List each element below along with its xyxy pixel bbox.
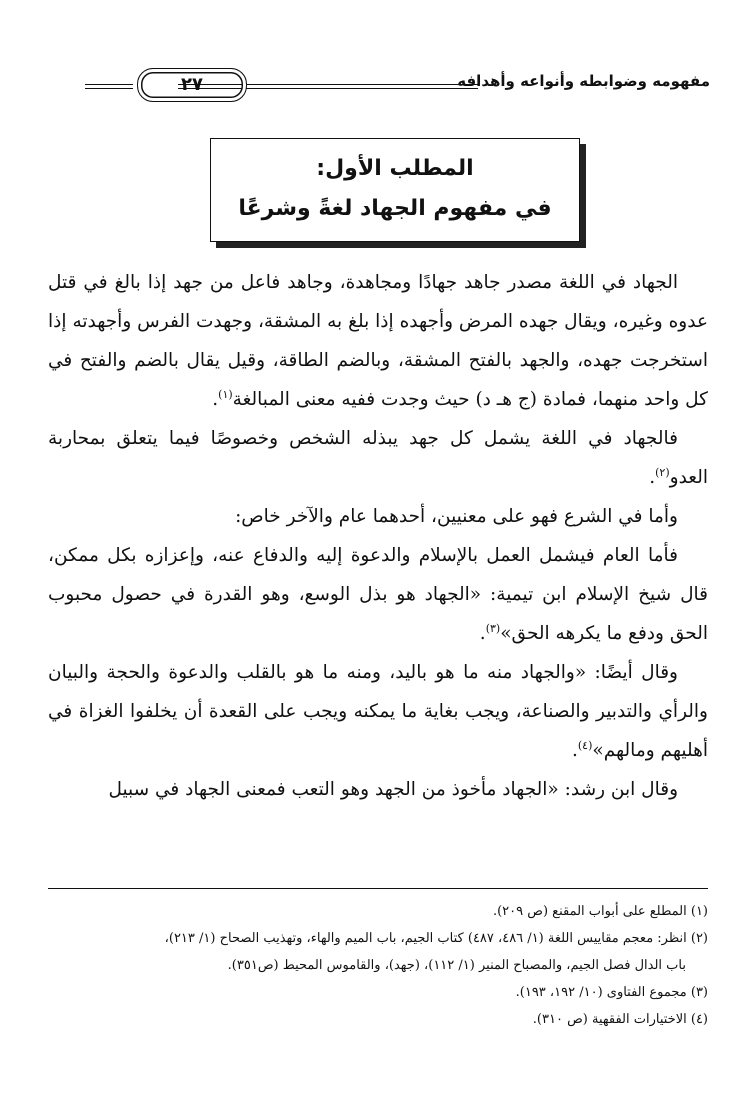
footnote-ref-4: (٤) [577, 738, 593, 752]
footnotes [48, 898, 708, 1033]
paragraph-2-text: فالجهاد في اللغة يشمل كل جهد يبذله الشخص وخصوصًا فيما يتعلق بمحاربة العدو [48, 428, 708, 488]
paragraph-6-text: وقال ابن رشد: «الجهاد مأخوذ من الجهد وهو التعب فمعنى الجهاد في سبيل [108, 779, 678, 800]
paragraph-1-end: . [212, 389, 219, 410]
paragraph-3 [48, 497, 708, 536]
footnote-separator [48, 888, 708, 889]
paragraph-4 [48, 536, 708, 653]
section-title-line2: في مفهوم الجهاد لغةً وشرعًا [238, 196, 552, 221]
footnote-ref-3: (٣) [485, 621, 501, 635]
section-title-line1: المطلب الأول: [316, 156, 474, 181]
page-number-badge: ٢٧ [137, 68, 247, 102]
paragraph-5-end: . [571, 740, 578, 761]
body-text [48, 263, 708, 809]
paragraph-2-end: . [649, 467, 656, 488]
paragraph-4-text: فأما العام فيشمل العمل بالإسلام والدعوة إليه والدفاع عنه، وإعزازه بكل ممكن، قال شيخ الإسلام ابن تيمية: «الجهاد هو بذل الوسع، وهو القدرة في حصول محبوب الحق ودفع ما يكرهه الحق» [48, 545, 708, 644]
running-title: مفهومه وضوابطه وأنواعه وأهدافه [457, 72, 710, 90]
section-title-box [210, 138, 580, 242]
footnote-ref-1: (١) [218, 387, 233, 401]
header-rule-left [85, 84, 133, 89]
paragraph-4-end: . [479, 623, 486, 644]
footnote-4: (٤) الاختيارات الفقهية (ص ٣١٠). [532, 1012, 708, 1027]
paragraph-2 [48, 419, 708, 497]
running-header [85, 66, 710, 106]
footnote-2-continued: باب الدال فصل الجيم، والمصباح المنير (١/ ١١٢)، (جهد)، والقاموس المحيط (ص٣٥١). [227, 958, 686, 973]
paragraph-5 [48, 653, 708, 770]
paragraph-3-text: وأما في الشرع فهو على معنيين، أحدهما عام والآخر خاص: [235, 506, 678, 527]
footnote-2: (٢) انظر: معجم مقاييس اللغة (١/ ٤٨٦، ٤٨٧) كتاب الجيم، باب الميم والهاء، وتهذيب الصحاح (١/ ٢١٣)، [164, 931, 708, 946]
paragraph-5-text: وقال أيضًا: «والجهاد منه ما هو باليد، ومنه ما هو بالقلب والدعوة والحجة والبيان والرأي والتدبير والصناعة، ويجب بغاية ما يمكنه ويجب على القعدة أن يخلفوا الغزاة في أهليهم ومالهم» [48, 662, 708, 761]
paragraph-6 [48, 770, 708, 809]
paragraph-1-text: الجهاد في اللغة مصدر جاهد جهادًا ومجاهدة، وجاهد فاعل من جهد إذا بالغ في قتل عدوه وغيره، ويقال جهده المرض وأجهده إذا بلغ به المشقة، وجهدت الفرس وأجهدته إذا استخرجت جهده، والجهد بالفتح المشقة، وبالضم الطاقة، وقيل يقال بالضم والفتح في كل واحد منهما، فمادة (ج هـ د) حيث وجدت ففيه معنى المبالغة [48, 272, 708, 410]
footnote-3: (٣) مجموع الفتاوى (١٠/ ١٩٢، ١٩٣). [515, 985, 708, 1000]
footnote-ref-2: (٢) [655, 465, 670, 479]
footnote-1: (١) المطلع على أبواب المقنع (ص ٢٠٩). [492, 904, 708, 919]
paragraph-1 [48, 263, 708, 419]
